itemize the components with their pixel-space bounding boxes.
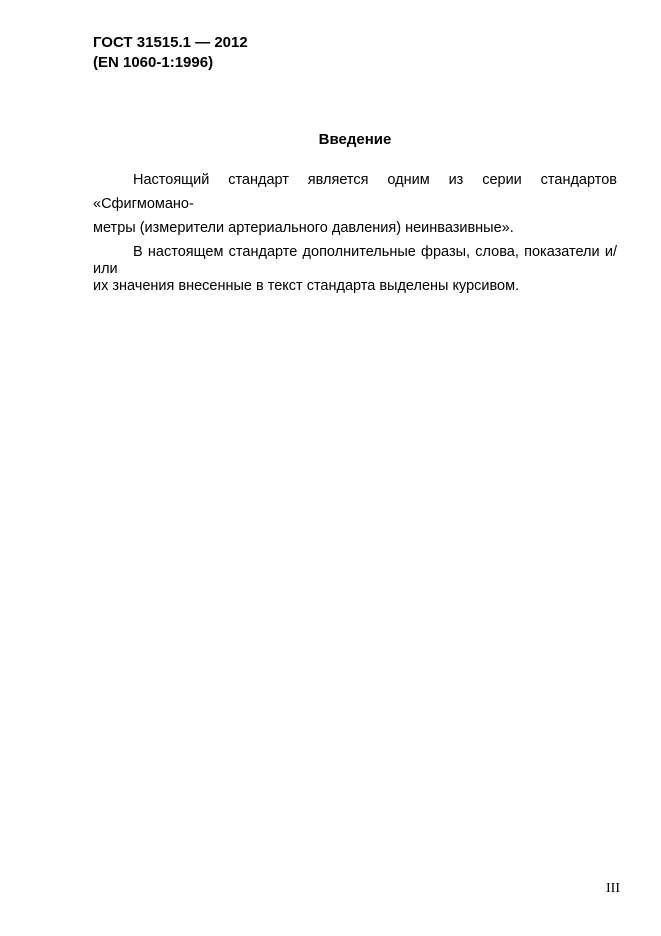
paragraph [93,168,617,240]
page-number: III [606,881,620,896]
standard-number: ГОСТ 31515.1 — 2012 [93,34,248,51]
section-title: Введение [318,131,392,148]
paragraph-line: их значения внесенные в текст стандарта выделены курсивом. [93,278,520,294]
en-reference: (EN 1060-1:1996) [93,54,214,71]
paragraph [93,244,617,295]
paragraph-line: Настоящий стандарт является одним из серии стандартов «Сфигмомано- [93,172,617,212]
document-body [93,131,617,295]
paragraph-line: метры (измерители артериального давления) неинвазивные». [93,220,514,236]
standard-designation-block [93,33,248,73]
paragraph-line: В настоящем стандарте дополнительные фразы, слова, показатели и/или [93,244,617,277]
